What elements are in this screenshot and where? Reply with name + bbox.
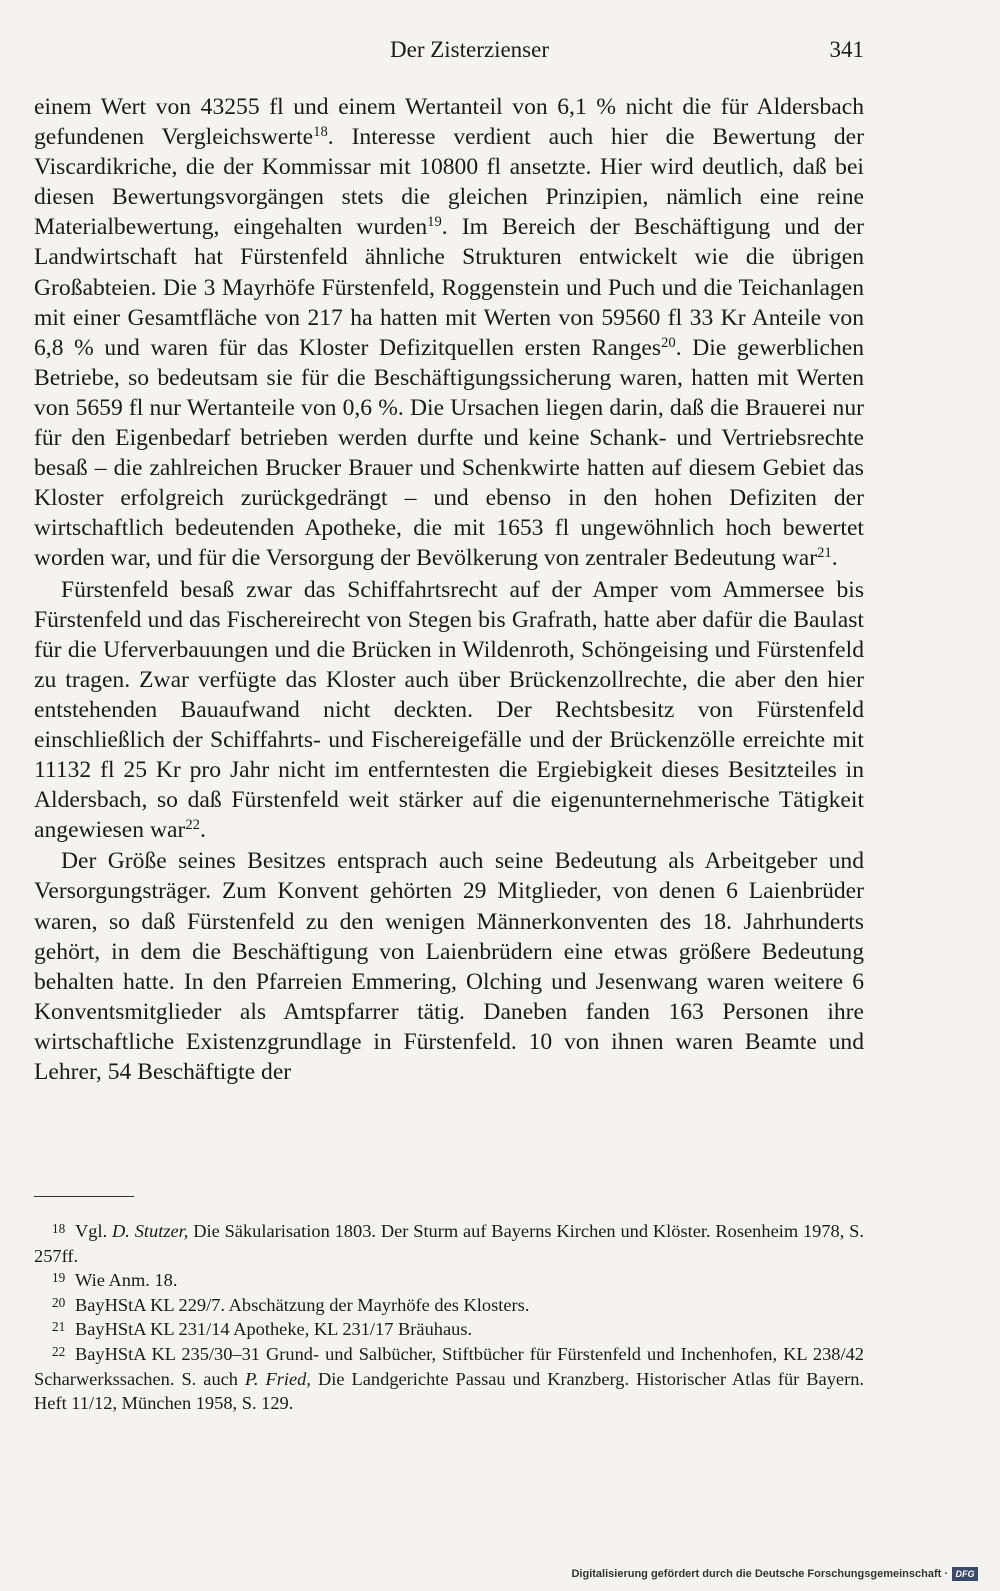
footnote-ref: 20 xyxy=(661,334,676,351)
footnote-ref: 22 xyxy=(185,817,200,834)
footnote-22: $^{22}$ BayHStA KL 235/30–31 Grund- und Salbücher, Stiftbücher für Fürstenfeld und Inchenhofen, KL 238/42 Scharwerkssachen. S. auch P. Fried, Die Landgerichte Passau und Kranzberg. Historischer Atlas für Bayern. Heft 11/12, München 1958, S. 129. xyxy=(34,1343,864,1414)
digitization-credit xyxy=(571,1567,978,1581)
footnote-author: D. Stutzer, xyxy=(112,1221,189,1241)
footnote-21: $^{21}$ BayHStA KL 231/14 Apotheke, KL 231/17 Bräuhaus. xyxy=(52,1319,473,1340)
footnote-divider xyxy=(34,1196,134,1197)
main-text xyxy=(34,92,864,1087)
footnote-ref: 18 xyxy=(313,124,328,141)
paragraph-2: Fürstenfeld besaß zwar das Schiffahrtsrecht auf der Amper vom Ammersee bis Fürstenfeld und das Fischereirecht von Stegen bis Grafrath, hatte aber dafür die Baulast für die Uferverbauungen und die Brücken in Wildenroth, Schöngeising und Fürstenfeld zu tragen. Zwar verfügte das Kloster auch über Brückenzollrechte, die aber den hier entstehenden Bauaufwand nicht deckten. Der Rechtsbesitz von Fürstenfeld einschließlich der Schiffahrts- und Fischereigefälle und der Brückenzölle erreichte mit 11132 fl 25 Kr pro Jahr nicht im entferntesten die Ergiebigkeit dieses Besitzteiles in Aldersbach, so daß Fürstenfeld weit stärker auf die eigenunternehmerische Tätigkeit angewiesen war$^{22}$. xyxy=(34,576,864,844)
paragraph-1: einem Wert von 43255 fl und einem Wertanteil von 6,1 % nicht die für Aldersbach gefundenen Vergleichswerte$^{18}$. Interesse verdient auch hier die Bewertung der Viscardikriche, die der Kommissar mit 10800 fl ansetzte. Hier wird deutlich, daß bei diesen Bewertungsvorgängen stets die gleichen Prinzipien, nämlich eine reine Materialbewertung, eingehalten wurden$^{19}$. Im Bereich der Beschäftigung und der Landwirtschaft hat Fürstenfeld ähnliche Strukturen entwickelt wie die übrigen Großabteien. Die 3 Mayrhöfe Fürstenfeld, Roggenstein und Puch und die Teichanlagen mit einer Gesamtfläche von 217 ha hatten mit Werten von 59560 fl 33 Kr Anteile von 6,8 % und waren für das Kloster Defizitquellen ersten Ranges$^{20}$. Die gewerblichen Betriebe, so bedeutsam sie für die Beschäftigungssicherung waren, hatten mit Werten von 5659 fl nur Wertanteile von 0,6 %. Die Ursachen liegen darin, daß die Brauerei nur für den Eigenbedarf betrieben werden durfte und keine Schank- und Vertriebsrechte besaß – die zahlreichen Brucker Brauer und Schenkwirte hatten auf diesem Gebiet das Kloster erfolgreich zurückgedrängt – und ebenso in den hohen Defiziten der wirtschaftlich bedeutenden Apotheke, die mit 1653 fl ungewöhnlich hoch bewertet worden war, und für die Versorgung der Bevölkerung von zentraler Bedeutung war$^{21}$. xyxy=(34,94,865,572)
credit-text: Digitalisierung gefördert durch die Deutsche Forschungsgemeinschaft · xyxy=(571,1568,948,1580)
paragraph-3: Der Größe seines Besitzes entsprach auch seine Bedeutung als Arbeitgeber und Versorgungsträger. Zum Konvent gehörten 29 Mitglieder, von denen 6 Laienbrüder waren, so daß Fürstenfeld zu den wenigen Männerkonventen des 18. Jahrhunderts gehört, in dem die Beschäftigung von Laienbrüdern eine etwas größere Bedeutung behalten hatte. In den Pfarreien Emmering, Olching und Jesenwang waren weitere 6 Konventsmitglieder als Amtspfarrer tätig. Daneben fanden 163 Personen ihre wirtschaftliche Existenzgrundlage in Fürstenfeld. 10 von ihnen waren Beamte und Lehrer, 54 Beschäftigte der xyxy=(34,848,864,1085)
footnote-author: P. Fried, xyxy=(245,1368,311,1389)
dfg-logo-icon: DFG xyxy=(952,1567,978,1581)
running-title: Der Zisterzienser xyxy=(390,37,550,62)
footnote-ref: 19 xyxy=(427,214,442,231)
footnote-20: $^{20}$ BayHStA KL 229/7. Abschätzung der Mayrhöfe des Klosters. xyxy=(52,1294,530,1315)
footnote-19: $^{19}$ Wie Anm. 18. xyxy=(52,1270,178,1291)
footnote-ref: 21 xyxy=(817,545,832,562)
page-number: 341 xyxy=(829,37,864,62)
footnote-18: $^{18}$ Vgl. D. Stutzer, Die Säkularisation 1803. Der Sturm auf Bayerns Kirchen und Klöster. Rosenheim 1978, S. 257ff. xyxy=(34,1221,864,1266)
footnotes xyxy=(34,1219,864,1416)
